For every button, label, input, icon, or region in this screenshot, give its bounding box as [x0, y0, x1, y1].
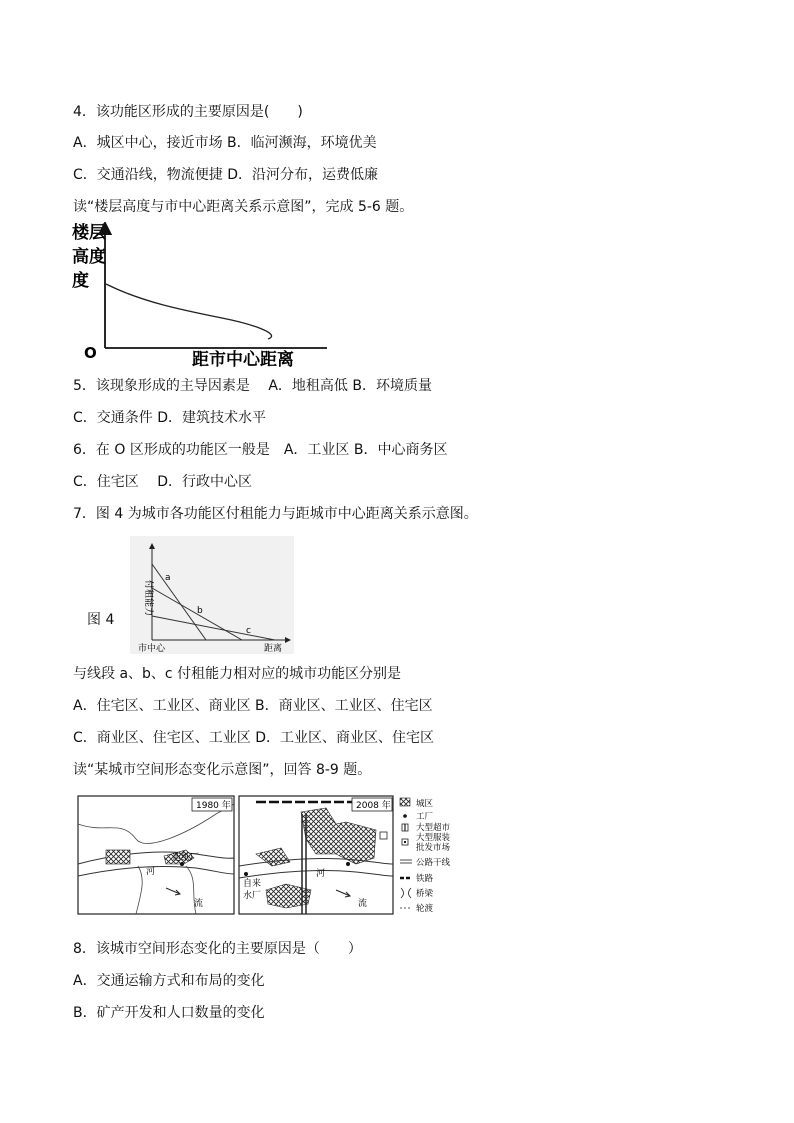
- q7-options-ab: A．住宅区、工业区、商业区 B．商业区、工业区、住宅区: [73, 698, 433, 714]
- legend-label-6: 铁路: [416, 874, 434, 884]
- q4-options-cd: C．交通沿线，物流便捷 D．沿河分布，运费低廉: [73, 167, 379, 183]
- chart2-label-a: a: [165, 573, 171, 583]
- chart1-origin: O: [84, 344, 97, 362]
- chart2-label-c: c: [246, 626, 251, 636]
- map-legend: [400, 798, 451, 914]
- q7-options-cd: C．商业区、住宅区、工业区 D．工业区、商业区、住宅区: [73, 730, 435, 746]
- map-panel-2008: [239, 796, 393, 914]
- legend-label-3: 大型服装: [416, 833, 451, 843]
- chart1-ylabel-line2: 高度: [72, 247, 106, 267]
- chart2-xlabel: 距离: [264, 644, 283, 654]
- river-left-2: 流: [194, 899, 204, 909]
- chart2-label-b: b: [197, 606, 203, 616]
- q4-stem: 4．该功能区形成的主要原因是( ): [73, 104, 303, 120]
- dot-icon: [403, 814, 407, 818]
- intro-q5-6: 读“楼层高度与市中心距离关系示意图”，完成 5-6 题。: [73, 199, 414, 215]
- bridge-icon: [401, 888, 411, 898]
- legend-label-1: 工厂: [416, 812, 434, 822]
- chart2-ylabel: 付租能力: [143, 580, 153, 617]
- q4-options-ab: A．城区中心，接近市场 B．临河濒海，环境优美: [73, 135, 377, 151]
- year-1980: 1980 年: [196, 801, 231, 811]
- paper-mill-label: 造纸厂: [172, 853, 200, 863]
- legend-label-8: 轮渡: [416, 904, 434, 914]
- river-right-2: 流: [358, 899, 368, 909]
- map-panel-1980: [78, 796, 234, 914]
- q6-options-cd: C．住宅区 D．行政中心区: [73, 474, 253, 490]
- chart1-xlabel: 距市中心距离: [192, 350, 294, 368]
- legend-label-5: 公路干线: [416, 858, 451, 868]
- q8-option-b: B．矿产开发和人口数量的变化: [73, 1005, 265, 1021]
- rent-ability-chart: [130, 536, 294, 654]
- city-form-map: [76, 794, 476, 918]
- river-right-1: 河: [316, 869, 326, 879]
- legend-label-4: 批发市场: [416, 843, 451, 853]
- year-2008: 2008 年: [356, 801, 391, 811]
- q5-stem: 5．该现象形成的主导因素是 A．地租高低 B．环境质量: [73, 378, 432, 394]
- waterworks-line1: 自来: [243, 879, 262, 889]
- intro-q8-9: 读“某城市空间形态变化示意图”，回答 8-9 题。: [73, 762, 372, 778]
- chart1-curve: [106, 284, 272, 339]
- q8-option-a: A．交通运输方式和布局的变化: [73, 973, 265, 989]
- floor-height-chart: [72, 222, 334, 368]
- q7-after: 与线段 a、b、c 付租能力相对应的城市功能区分别是: [73, 666, 402, 682]
- legend-label-7: 桥梁: [416, 889, 434, 899]
- chart1-ylabel-line3: 度: [72, 271, 89, 291]
- waterworks-line2: 水厂: [243, 891, 262, 901]
- q7-stem: 7．图 4 为城市各功能区付租能力与距城市中心距离关系示意图。: [73, 506, 478, 522]
- chart1-ylabel-line1: 楼层: [72, 223, 106, 243]
- chart2-x-origin: 市中心: [138, 644, 166, 654]
- legend-label-2: 大型超市: [416, 823, 451, 833]
- hatched-square-icon: [400, 798, 410, 806]
- q8-stem: 8．该城市空间形态变化的主要原因是（ ）: [73, 941, 362, 957]
- river-left-1: 河: [146, 867, 156, 877]
- q6-stem: 6．在 O 区形成的功能区一般是 A．工业区 B．中心商务区: [73, 442, 448, 458]
- legend-label-0: 城区: [416, 799, 434, 809]
- q5-options-cd: C．交通条件 D．建筑技术水平: [73, 410, 267, 426]
- q7-figure-label: 图 4: [87, 612, 115, 628]
